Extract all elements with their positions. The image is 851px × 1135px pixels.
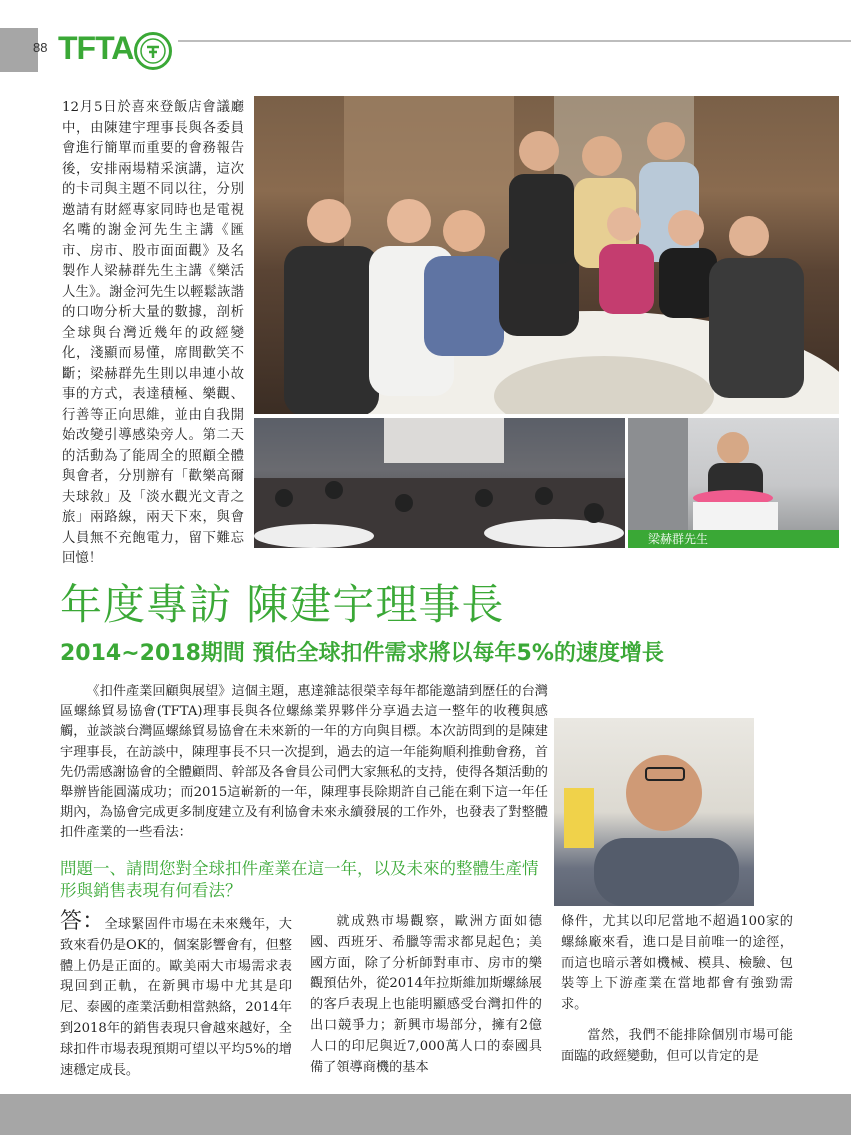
page-number: 88 <box>33 40 48 55</box>
answer-column-3 <box>561 912 793 1068</box>
chairman-portrait-photo <box>554 718 754 906</box>
answer-column-1 <box>60 909 292 1081</box>
answer-column-3-para-2: 當然，我們不能排除個別市場可能面臨的政經變動，但可以肯定的是 <box>561 1027 793 1064</box>
answer-column-3-para-1: 條件，尤其以印尼當地不超過100家的螺絲廠來看，進口是目前唯一的途徑，而這也暗示著如機械、模具、檢驗、包裝等上下游產業在當地都會有強勁需求。 <box>561 914 793 1013</box>
interview-question: 問題一、請問您對全球扣件產業在這一年，以及未來的整體生產情形與銷售表現有何看法？ <box>60 859 539 900</box>
article-title: 年度專訪 陳建宇理事長 <box>60 580 505 629</box>
intro-paragraph: 12月5日於喜來登飯店會議廳中，由陳建宇理事長與各委員會進行簡單而重要的會務報告後，安排兩場精采演講，這次的卡司與主題不同以往，分別邀請有財經專家同時也是電視名嘴的謝金河先生主講《匯市、房市、股市面面觀》及名製作人梁赫群先生主講《樂活人生》。謝金河先生以輕鬆詼諧的口吻分析大量的數據，剖析全球與台灣近幾年的政經變化，淺顯而易懂，席間歡笑不斷；梁赫群先生則以串連小故事的方式，表達積極、樂觀、行善等正向思維，並由自我開始改變引導感染旁人。第二天的活動為了能周全的照顧全體與會者，分別辦有「歡樂高爾夫球敘」及「淡水觀光文青之旅」兩路線，兩天下來，與會人員無不充飽電力，留下難忘回憶！ <box>62 100 244 566</box>
conference-hall-photo <box>254 418 625 548</box>
lead-paragraph: 《扣件產業回顧與展望》這個主題，惠達雜誌很榮幸每年都能邀請到歷任的台灣區螺絲貿易協會(TFTA)理事長與各位螺絲業界夥伴分享過去這一整年的收穫與感觸，並談談台灣區螺絲貿易協會在未來新的一年的方向與目標。本次訪問到的是陳建宇理事長，在訪談中，陳理事長不只一次提到，過去的這一年能夠順利推動會務，首先仍需感謝協會的全體顧問、幹部及各會員公司們大家無私的支持，使得各類活動的舉辦皆能圓滿成功；而2015這嶄新的一年，陳理事長除期許自己能在剩下這一年任期內，為協會完成更多制度建立及有利協會未來永續發展的工作外，也發表了對整體扣件產業的一些看法： <box>60 684 548 841</box>
answer-column-2: 就成熟市場觀察，歐洲方面如德國、西班牙、希臘等需求都見起色；美國方面，除了分析師對車市、房市的樂觀預估外，從2014年拉斯維加斯螺絲展的客戶表現上也能明顯感受台灣扣件的出口競爭力；新興市場部分，擁有2億人口的印尼與近7,000萬人口的泰國具備了領導商機的基本 <box>310 914 542 1075</box>
tfta-emblem-icon <box>134 32 172 70</box>
answer-column-1-text: 全球緊固件市場在未來幾年，大致來看仍是OK的，個案影響會有，但整體上仍是正面的。歐美兩大市場需求表現回到正軌，在新興市場中尤其是印尼、泰國的產業活動相當熱絡，2014年到2018年的銷售表現只會越來越好，全球扣件市場表現預期可望以平均5%的增速穩定成長。 <box>60 917 292 1078</box>
footer-bar <box>0 1094 851 1135</box>
group-dinner-photo <box>254 96 839 414</box>
answer-label: 答： <box>60 909 105 934</box>
header-divider <box>178 40 851 42</box>
photo-caption: 梁赫群先生 <box>628 530 839 548</box>
speaker-photo <box>628 418 839 530</box>
tfta-logo-text: TFTA <box>58 30 134 66</box>
article-subtitle: 2014~2018期間 預估全球扣件需求將以每年5%的速度增長 <box>60 641 664 666</box>
